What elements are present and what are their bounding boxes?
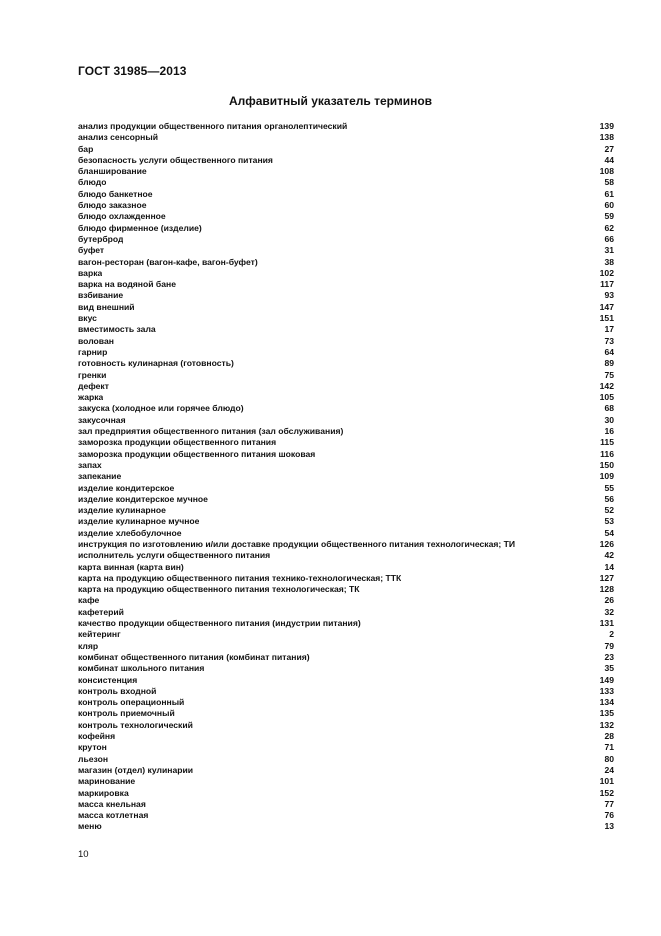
index-entry xyxy=(78,505,614,516)
index-entry xyxy=(78,449,614,460)
index-page-ref: 138 xyxy=(599,132,614,143)
index-page-ref: 68 xyxy=(604,403,614,414)
index-term: качество продукции общественного питания (индустрии питания) xyxy=(78,618,361,629)
index-entry xyxy=(78,595,614,606)
index-term: волован xyxy=(78,335,114,346)
index-page-ref: 149 xyxy=(599,674,614,685)
index-term: заморозка продукции общественного питания xyxy=(78,437,277,448)
index-term: инструкция по изготовлению и/или доставке продукции общественного питания технологическая; ТИ xyxy=(78,538,516,549)
index-page-ref: 89 xyxy=(604,358,614,369)
index-page-ref: 27 xyxy=(604,143,614,154)
index-page-ref: 142 xyxy=(599,380,614,391)
index-term: вагон-ресторан (вагон-кафе, вагон-буфет) xyxy=(78,256,258,267)
index-term: варка xyxy=(78,267,103,278)
index-page-ref: 126 xyxy=(599,538,614,549)
index-page-ref: 64 xyxy=(604,346,614,357)
index-entry xyxy=(78,121,614,132)
page-number: 10 xyxy=(78,849,89,860)
index-page-ref: 44 xyxy=(604,154,614,165)
index-entry xyxy=(78,754,614,765)
index-page-ref: 23 xyxy=(604,651,614,662)
index-term: вместимость зала xyxy=(78,324,156,335)
index-page-ref: 93 xyxy=(604,290,614,301)
index-entry xyxy=(78,234,614,245)
index-term: карта винная (карта вин) xyxy=(78,561,184,572)
index-page-ref: 75 xyxy=(604,369,614,380)
index-page-ref: 131 xyxy=(599,618,614,629)
index-term: запах xyxy=(78,459,102,470)
index-term: комбинат школьного питания xyxy=(78,663,205,674)
index-entry xyxy=(78,268,614,279)
index-entry xyxy=(78,494,614,505)
index-entry xyxy=(78,708,614,719)
index-entry xyxy=(78,528,614,539)
index-entry xyxy=(78,720,614,731)
index-term: изделие кулинарное xyxy=(78,505,166,516)
index-entry xyxy=(78,381,614,392)
index-term: контроль операционный xyxy=(78,697,185,708)
index-page-ref: 14 xyxy=(604,561,614,572)
index-term: изделие кондитерское мучное xyxy=(78,493,208,504)
index-entry xyxy=(78,562,614,573)
index-entry xyxy=(78,765,614,776)
index-entry xyxy=(78,618,614,629)
index-entry xyxy=(78,663,614,674)
index-term: закуска (холодное или горячее блюдо) xyxy=(78,403,244,414)
index-entry xyxy=(78,245,614,256)
index-entry xyxy=(78,347,614,358)
index-term: зал предприятия общественного питания (зал обслуживания) xyxy=(78,426,344,437)
index-entry xyxy=(78,607,614,618)
index-page-ref: 24 xyxy=(604,764,614,775)
index-page-ref: 55 xyxy=(604,482,614,493)
index-page-ref: 108 xyxy=(599,166,614,177)
index-page-ref: 58 xyxy=(604,177,614,188)
index-entry xyxy=(78,279,614,290)
index-entry xyxy=(78,177,614,188)
index-term: контроль технологический xyxy=(78,719,193,730)
index-term: льезон xyxy=(78,753,109,764)
index-entry xyxy=(78,776,614,787)
index-term: карта на продукцию общественного питания технико-технологическая; ТТК xyxy=(78,572,402,583)
index-page-ref: 16 xyxy=(604,426,614,437)
document-header xyxy=(78,64,187,78)
index-page-ref: 79 xyxy=(604,640,614,651)
index-page-ref: 102 xyxy=(599,267,614,278)
index-entry xyxy=(78,675,614,686)
index-page-ref: 80 xyxy=(604,753,614,764)
index-page-ref: 66 xyxy=(604,233,614,244)
index-term: блюдо фирменное (изделие) xyxy=(78,222,202,233)
index-page-ref: 35 xyxy=(604,663,614,674)
index-page-ref: 32 xyxy=(604,606,614,617)
index-page-ref: 132 xyxy=(599,719,614,730)
index-page-ref: 150 xyxy=(599,459,614,470)
index-term: меню xyxy=(78,821,102,832)
index-entry xyxy=(78,336,614,347)
index-term: блюдо банкетное xyxy=(78,188,153,199)
index-entry xyxy=(78,144,614,155)
index-page-ref: 60 xyxy=(604,200,614,211)
index-entry xyxy=(78,641,614,652)
index-term: варка на водяной бане xyxy=(78,279,176,290)
index-page-ref: 59 xyxy=(604,211,614,222)
index-entry xyxy=(78,460,614,471)
index-term: гренки xyxy=(78,369,107,380)
index-term: исполнитель услуги общественного питания xyxy=(78,550,271,561)
index-term: масса кнельная xyxy=(78,798,146,809)
index-page-ref: 26 xyxy=(604,595,614,606)
index-term: вкус xyxy=(78,313,97,324)
index-entry xyxy=(78,686,614,697)
index-page-ref: 115 xyxy=(600,437,614,448)
index-page-ref: 151 xyxy=(599,313,614,324)
index-page-ref: 56 xyxy=(604,493,614,504)
index-entry xyxy=(78,550,614,561)
index-term: запекание xyxy=(78,471,122,482)
index-term: бар xyxy=(78,143,94,154)
index-page-ref: 116 xyxy=(600,448,614,459)
index-page-ref: 133 xyxy=(599,685,614,696)
index-entry xyxy=(78,166,614,177)
index-entry xyxy=(78,358,614,369)
index-page-ref: 127 xyxy=(599,572,614,583)
index-entry xyxy=(78,584,614,595)
index-term: изделие кондитерское xyxy=(78,482,175,493)
index-page-ref: 54 xyxy=(604,527,614,538)
index-term: кейтеринг xyxy=(78,629,121,640)
index-page-ref: 38 xyxy=(604,256,614,267)
index-term: взбивание xyxy=(78,290,124,301)
index-entry xyxy=(78,200,614,211)
index-entry xyxy=(78,539,614,550)
index-page-ref: 117 xyxy=(600,279,614,290)
index-page-ref: 101 xyxy=(599,776,614,787)
index-page-ref: 2 xyxy=(609,629,614,640)
index-page-ref: 61 xyxy=(604,188,614,199)
index-entry xyxy=(78,403,614,414)
index-term: кляр xyxy=(78,640,99,651)
index-entry xyxy=(78,742,614,753)
index-entry xyxy=(78,788,614,799)
index-entry xyxy=(78,821,614,832)
index-page-ref: 52 xyxy=(604,505,614,516)
index-entry xyxy=(78,426,614,437)
index-entry xyxy=(78,223,614,234)
term-index-list xyxy=(78,121,614,833)
index-entry xyxy=(78,257,614,268)
index-term: кафетерий xyxy=(78,606,124,617)
index-term: жарка xyxy=(78,392,104,403)
index-term: изделие хлебобулочное xyxy=(78,527,182,538)
index-term: маринование xyxy=(78,776,136,787)
index-term: магазин (отдел) кулинарии xyxy=(78,764,194,775)
index-page-ref: 17 xyxy=(604,324,614,335)
index-page-ref: 31 xyxy=(604,245,614,256)
index-term: кофейня xyxy=(78,731,116,742)
index-term: дефект xyxy=(78,380,109,391)
index-page-ref: 105 xyxy=(599,392,614,403)
index-page-ref: 62 xyxy=(604,222,614,233)
index-entry xyxy=(78,324,614,335)
index-term: блюдо заказное xyxy=(78,200,147,211)
index-page-ref: 30 xyxy=(604,414,614,425)
index-entry xyxy=(78,155,614,166)
index-term: буфет xyxy=(78,245,105,256)
index-term: крутон xyxy=(78,742,107,753)
index-term: анализ сенсорный xyxy=(78,132,158,143)
index-term: готовность кулинарная (готовность) xyxy=(78,358,234,369)
index-entry xyxy=(78,799,614,810)
index-entry xyxy=(78,471,614,482)
index-page-ref: 128 xyxy=(599,584,614,595)
index-page-ref: 28 xyxy=(604,731,614,742)
index-term: безопасность услуги общественного питания xyxy=(78,154,273,165)
index-term: контроль входной xyxy=(78,685,157,696)
index-entry xyxy=(78,697,614,708)
index-page-ref: 139 xyxy=(599,121,614,131)
index-entry xyxy=(78,573,614,584)
index-page-ref: 42 xyxy=(604,550,614,561)
index-term: заморозка продукции общественного питания шоковая xyxy=(78,448,316,459)
index-entry xyxy=(78,415,614,426)
index-term: маркировка xyxy=(78,787,129,798)
index-page-ref: 152 xyxy=(599,787,614,798)
index-entry xyxy=(78,290,614,301)
index-entry xyxy=(78,810,614,821)
index-page-ref: 53 xyxy=(604,516,614,527)
index-entry xyxy=(78,652,614,663)
index-entry xyxy=(78,516,614,527)
index-term: гарнир xyxy=(78,346,108,357)
index-entry xyxy=(78,731,614,742)
index-entry xyxy=(78,302,614,313)
index-page-ref: 71 xyxy=(604,742,614,753)
standard-number: ГОСТ 31985—2013 xyxy=(78,64,187,78)
index-entry xyxy=(78,211,614,222)
index-page-ref: 109 xyxy=(599,471,614,482)
index-term: контроль приемочный xyxy=(78,708,175,719)
index-page-ref: 134 xyxy=(599,697,614,708)
index-page-ref: 13 xyxy=(604,821,614,832)
index-entry xyxy=(78,483,614,494)
index-term: бутерброд xyxy=(78,233,124,244)
index-title: Алфавитный указатель терминов xyxy=(228,94,433,108)
index-term: блюдо охлажденное xyxy=(78,211,166,222)
index-entry xyxy=(78,189,614,200)
index-term: масса котлетная xyxy=(78,810,149,821)
index-term: анализ продукции общественного питания органолептический xyxy=(78,121,348,131)
index-page-ref: 147 xyxy=(599,301,614,312)
index-term: закусочная xyxy=(78,414,126,425)
index-term: блюдо xyxy=(78,177,107,188)
index-term: вид внешний xyxy=(78,301,135,312)
index-page-ref: 77 xyxy=(604,798,614,809)
index-page-ref: 73 xyxy=(604,335,614,346)
index-term: карта на продукцию общественного питания технологическая; ТК xyxy=(78,584,360,595)
index-entry xyxy=(78,392,614,403)
index-term: изделие кулинарное мучное xyxy=(78,516,200,527)
index-entry xyxy=(78,132,614,143)
index-entry xyxy=(78,629,614,640)
index-page-ref: 76 xyxy=(604,810,614,821)
index-term: кафе xyxy=(78,595,100,606)
index-term: консистенция xyxy=(78,674,138,685)
index-term: комбинат общественного питания (комбинат питания) xyxy=(78,651,310,662)
index-entry xyxy=(78,370,614,381)
index-entry xyxy=(78,437,614,448)
index-entry xyxy=(78,313,614,324)
index-term: бланширование xyxy=(78,166,147,177)
index-page-ref: 135 xyxy=(599,708,614,719)
